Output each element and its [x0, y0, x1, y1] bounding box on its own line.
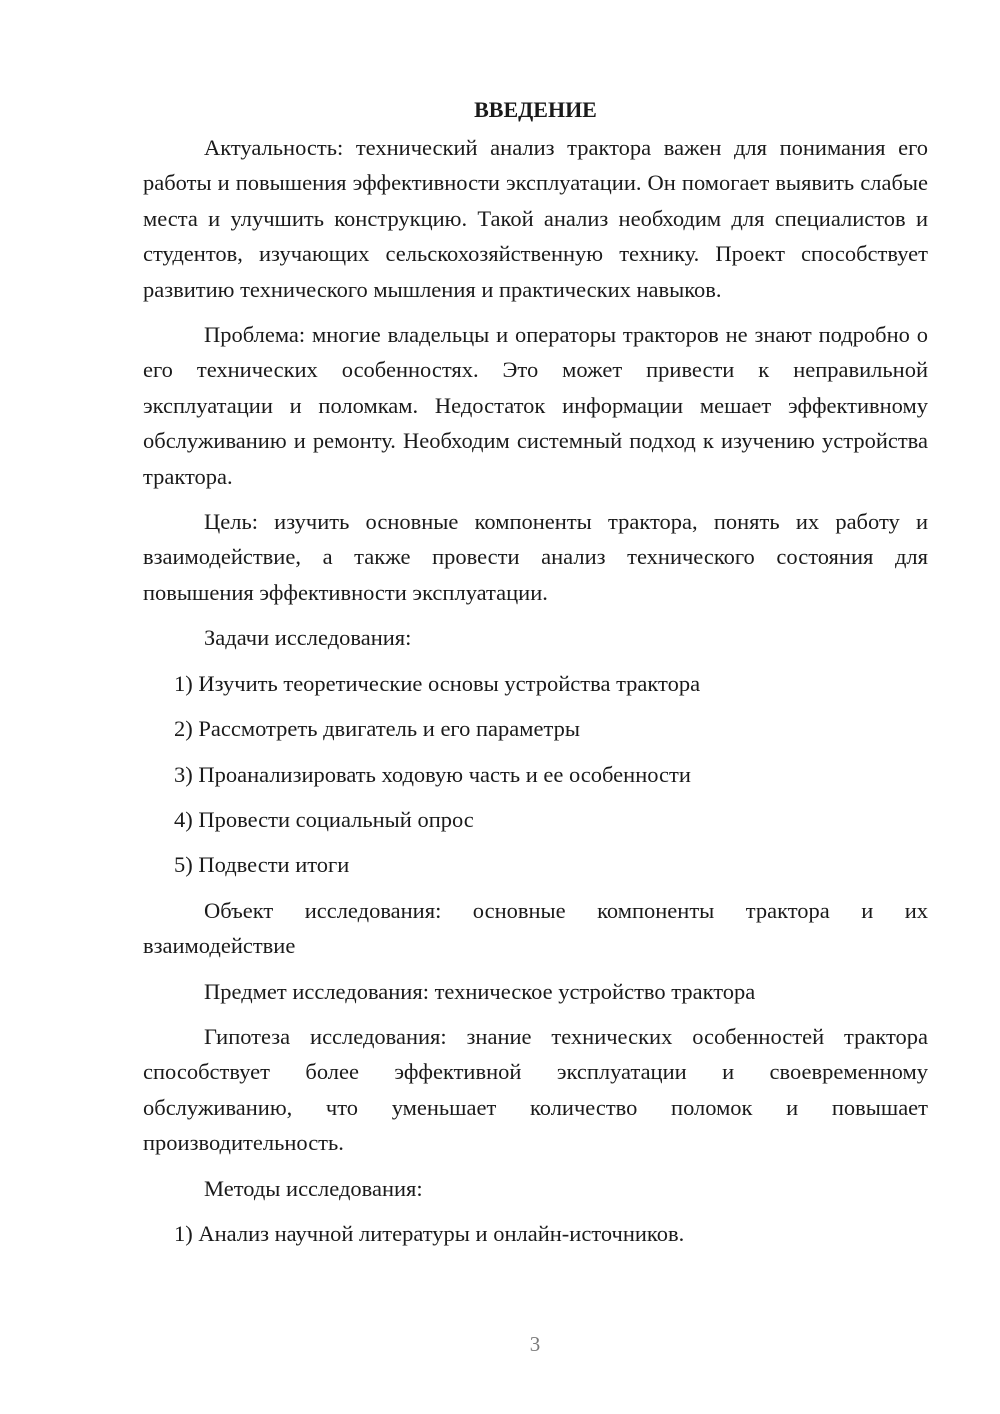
document-page: [143, 92, 928, 1261]
subject-paragraph: Предмет исследования: техническое устройство трактора: [204, 978, 756, 1004]
task-item: 4) Провести социальный опрос: [174, 806, 474, 832]
object-paragraph: Объект исследования: основные компоненты трактора и их взаимодействие: [143, 897, 928, 959]
task-item: 2) Рассмотреть двигатель и его параметры: [174, 716, 580, 742]
task-item: 1) Изучить теоретические основы устройства трактора: [174, 670, 701, 696]
tasks-heading: Задачи исследования:: [204, 625, 412, 651]
methods-list: [143, 1216, 928, 1251]
relevance-paragraph: Актуальность: технический анализ трактора важен для понимания его работы и повышения эффективности эксплуатации. Он помогает выявить слабые места и улучшить конструкцию. Такой анализ необходим для специалистов и студентов, изучающих сельскохозяйственную технику. Проект способствует развитию технического мышления и практических навыков.: [143, 135, 928, 302]
hypothesis-paragraph: Гипотеза исследования: знание технических особенностей трактора способствует более эффективной эксплуатации и своевременному обслуживанию, что уменьшает количество поломок и повышает производительность.: [143, 1023, 928, 1156]
tasks-list: [143, 666, 928, 883]
page-number: 3: [529, 1332, 541, 1356]
method-item: 1) Анализ научной литературы и онлайн-источников.: [174, 1220, 685, 1246]
task-item: 3) Проанализировать ходовую часть и ее особенности: [174, 761, 691, 787]
methods-heading: Методы исследования:: [204, 1175, 423, 1201]
problem-paragraph: Проблема: многие владельцы и операторы тракторов не знают подробно о его технических особенностях. Это может привести к неправильной эксплуатации и поломкам. Недостаток информации мешает эффективному обслуживанию и ремонту. Необходим системный подход к изучению устройства трактора.: [143, 322, 928, 489]
task-item: 5) Подвести итоги: [174, 852, 350, 878]
goal-paragraph: Цель: изучить основные компоненты трактора, понять их работу и взаимодействие, а также провести анализ технического состояния для повышения эффективности эксплуатации.: [143, 509, 928, 605]
page-title: ВВЕДЕНИЕ: [474, 97, 597, 122]
